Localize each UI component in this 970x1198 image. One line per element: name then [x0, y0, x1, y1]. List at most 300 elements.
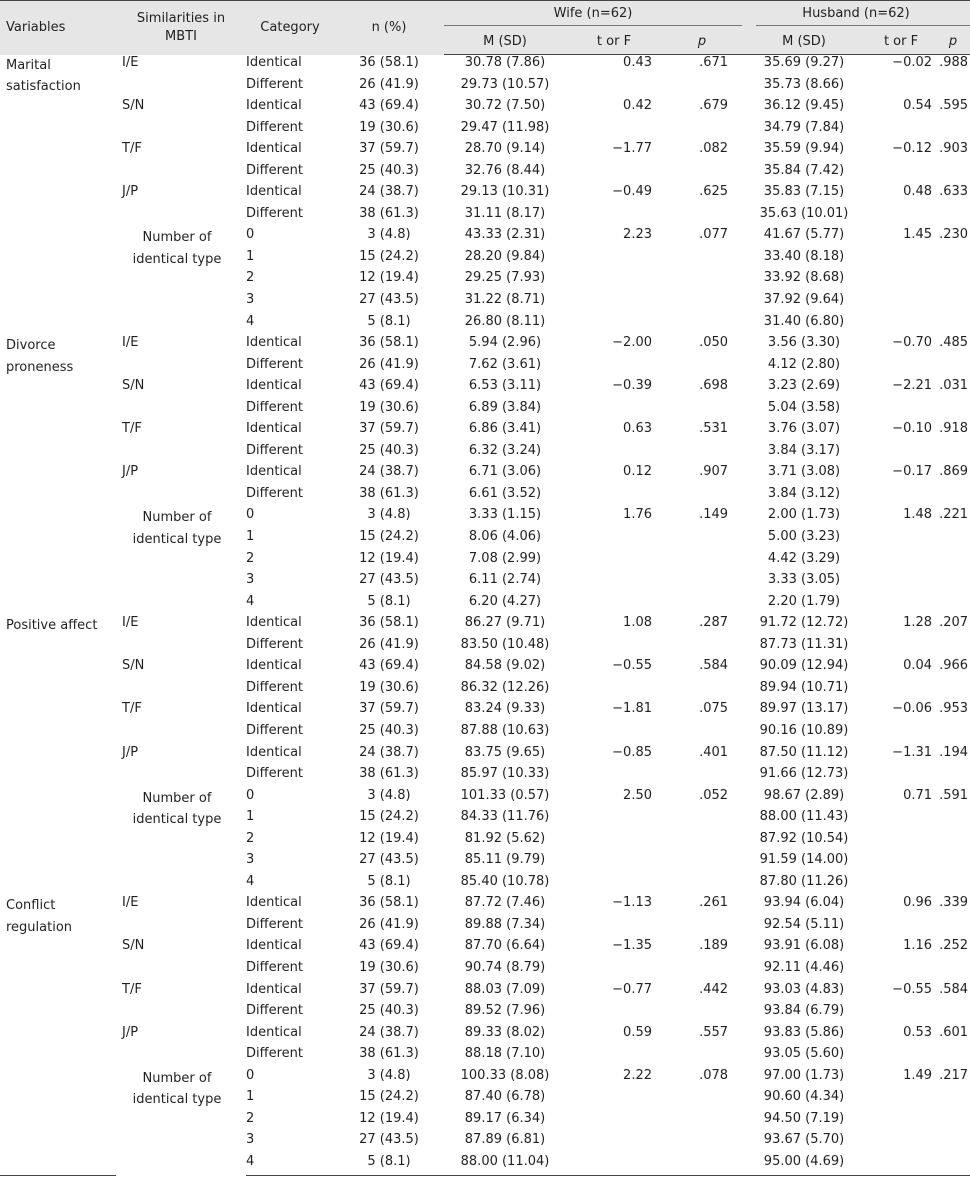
husband-msd-cell: 3.33 (3.05) [767, 572, 841, 588]
n-percent-cell: 5 (8.1) [367, 873, 411, 889]
n-percent-cell: 12 (19.4) [359, 550, 419, 566]
category-cell: Different [246, 679, 303, 695]
header-husband-group [742, 1, 970, 30]
husband-p-cell [936, 809, 970, 831]
wife-p-cell [662, 831, 742, 853]
wife-p-cell [662, 1046, 742, 1068]
n-percent-cell: 5 (8.1) [367, 593, 411, 609]
table-row [0, 1068, 970, 1090]
variable-cell-empty [0, 723, 116, 745]
husband-p-cell: .633 [939, 184, 969, 200]
husband-msd-cell: 35.69 (9.27) [763, 55, 845, 70]
category-cell: Different [246, 722, 303, 738]
header-wife-group [444, 1, 742, 30]
wife-p-cell: .679 [699, 98, 729, 114]
wife-p-cell [662, 314, 742, 336]
wife-p-cell [662, 1132, 742, 1154]
husband-p-cell [936, 77, 970, 99]
husband-tf-cell [866, 486, 936, 508]
wife-tf-cell [566, 1132, 662, 1154]
husband-msd-cell: 89.94 (10.71) [759, 679, 849, 695]
header-husband-tf: t or F [866, 29, 936, 55]
husband-p-cell [936, 1089, 970, 1111]
husband-p-cell: .903 [939, 141, 969, 157]
wife-p-cell [662, 960, 742, 982]
wife-msd-cell: 88.18 (7.10) [464, 1046, 546, 1062]
wife-tf-cell [566, 163, 662, 185]
variable-cell-empty [0, 852, 116, 874]
n-percent-cell: 27 (43.5) [359, 1132, 419, 1148]
wife-tf-cell: 2.50 [623, 787, 652, 803]
wife-msd-cell: 6.61 (3.52) [468, 485, 542, 501]
variable-cell: Positive affect [6, 618, 98, 634]
husband-msd-cell: 87.80 (11.26) [759, 873, 849, 889]
wife-p-cell [662, 357, 742, 379]
husband-tf-cell [866, 529, 936, 551]
category-cell: 0 [246, 507, 255, 523]
wife-tf-cell [566, 314, 662, 336]
variable-cell-empty [0, 378, 116, 400]
husband-tf-cell [866, 551, 936, 573]
wife-p-cell [662, 723, 742, 745]
n-percent-cell: 5 (8.1) [334, 1154, 444, 1176]
table-body [0, 55, 970, 1176]
header-n-percent: n (%) [334, 1, 444, 55]
similarity-cell: Number of identical type [132, 790, 222, 828]
husband-p-cell [936, 572, 970, 594]
table-row [0, 335, 970, 357]
wife-msd-cell: 84.58 (9.02) [464, 658, 546, 674]
husband-msd-cell: 36.12 (9.45) [763, 98, 845, 114]
wife-msd-cell: 32.76 (8.44) [464, 162, 546, 178]
husband-tf-cell: 0.96 [903, 895, 933, 911]
n-percent-cell: 36 (58.1) [359, 895, 419, 911]
husband-p-cell: .595 [939, 98, 969, 114]
husband-p-cell: .485 [939, 335, 969, 351]
wife-p-cell [662, 917, 742, 939]
husband-msd-cell: 93.83 (5.86) [763, 1024, 845, 1040]
wife-msd-cell: 85.97 (10.33) [460, 766, 550, 782]
husband-msd-cell: 3.23 (2.69) [767, 378, 841, 394]
husband-tf-cell [866, 206, 936, 228]
husband-msd-cell: 3.84 (3.12) [767, 485, 841, 501]
wife-msd-cell: 30.78 (7.86) [464, 55, 546, 70]
category-cell: 4 [246, 313, 255, 329]
wife-msd-cell: 29.13 (10.31) [460, 184, 550, 200]
wife-p-cell [662, 443, 742, 465]
wife-p-cell [662, 1154, 742, 1176]
header-wife-tf: t or F [566, 29, 662, 55]
husband-p-cell: .953 [939, 701, 969, 717]
n-percent-cell: 15 (24.2) [359, 1089, 419, 1105]
husband-tf-cell [866, 874, 936, 896]
wife-tf-cell: −0.55 [612, 658, 652, 674]
wife-tf-cell: 0.59 [623, 1024, 652, 1040]
wife-tf-cell [566, 270, 662, 292]
husband-tf-cell: 1.28 [903, 615, 933, 631]
husband-msd-cell: 92.54 (5.11) [763, 916, 845, 932]
husband-tf-cell: 0.04 [903, 658, 933, 674]
wife-msd-cell: 6.32 (3.24) [468, 442, 542, 458]
husband-tf-cell [866, 163, 936, 185]
wife-msd-cell: 6.89 (3.84) [468, 399, 542, 415]
husband-tf-cell [866, 917, 936, 939]
category-cell: Different [246, 162, 303, 178]
husband-p-cell: .217 [939, 1067, 969, 1083]
wife-p-cell: .077 [699, 227, 729, 243]
wife-tf-cell [566, 206, 662, 228]
wife-tf-cell: −0.39 [612, 378, 652, 394]
n-percent-cell: 19 (30.6) [359, 679, 419, 695]
wife-msd-cell: 26.80 (8.11) [464, 313, 546, 329]
category-cell: Different [246, 485, 303, 501]
category-cell: Different [246, 916, 303, 932]
wife-tf-cell [566, 1154, 662, 1176]
husband-tf-cell: 0.71 [903, 787, 933, 803]
n-percent-cell: 5 (8.1) [367, 313, 411, 329]
husband-tf-cell [866, 400, 936, 422]
husband-p-cell: .221 [939, 507, 969, 523]
category-cell: Identical [246, 54, 302, 70]
category-cell: 2 [246, 1110, 255, 1126]
husband-tf-cell [866, 1132, 936, 1154]
similarity-cell: S/N [122, 378, 145, 394]
wife-p-cell: .287 [699, 615, 729, 631]
table-row [0, 378, 970, 400]
wife-tf-cell: −0.49 [612, 184, 652, 200]
wife-msd-cell: 6.71 (3.06) [468, 464, 542, 480]
husband-msd-cell: 35.63 (10.01) [759, 205, 849, 221]
category-cell: 3 [246, 1132, 255, 1148]
husband-tf-cell [866, 831, 936, 853]
husband-msd-cell: 93.84 (6.79) [763, 1003, 845, 1019]
husband-tf-cell: −2.21 [892, 378, 933, 394]
wife-msd-cell: 88.00 (11.04) [444, 1154, 566, 1176]
header-wife: Wife (n=62) [553, 6, 633, 21]
n-percent-cell: 43 (69.4) [359, 938, 419, 954]
wife-p-cell: .189 [699, 938, 729, 954]
variable-cell-empty [0, 1068, 116, 1090]
similarity-cell: I/E [122, 615, 139, 631]
similarity-cell: S/N [122, 938, 145, 954]
wife-msd-cell: 86.32 (12.26) [460, 679, 550, 695]
wife-tf-cell [566, 637, 662, 659]
category-cell: Identical [246, 615, 302, 631]
husband-p-cell: .601 [939, 1024, 969, 1040]
variable-cell-empty [0, 184, 116, 206]
husband-tf-cell [866, 1003, 936, 1025]
table-row [0, 141, 970, 163]
category-cell: Different [246, 205, 303, 221]
wife-tf-cell [566, 551, 662, 573]
wife-tf-cell [566, 917, 662, 939]
wife-tf-cell [566, 831, 662, 853]
similarity-cell: J/P [122, 744, 139, 760]
wife-p-cell: .531 [699, 421, 729, 437]
husband-p-cell [936, 1003, 970, 1025]
wife-p-cell: .671 [699, 55, 729, 70]
n-percent-cell: 3 (4.8) [367, 507, 411, 523]
husband-p-cell [936, 357, 970, 379]
wife-p-cell [662, 1111, 742, 1133]
n-percent-cell: 43 (69.4) [359, 98, 419, 114]
similarity-cell: I/E [122, 895, 139, 911]
husband-tf-cell: 1.16 [903, 938, 933, 954]
husband-tf-cell [866, 314, 936, 336]
wife-msd-cell: 87.89 (6.81) [464, 1132, 546, 1148]
husband-tf-cell [866, 766, 936, 788]
husband-msd-cell: 2.00 (1.73) [767, 507, 841, 523]
husband-tf-cell [866, 680, 936, 702]
husband-tf-cell [866, 572, 936, 594]
n-percent-cell: 37 (59.7) [359, 701, 419, 717]
husband-tf-cell [866, 292, 936, 314]
wife-msd-cell: 86.27 (9.71) [464, 615, 546, 631]
variable-cell-empty [0, 1154, 116, 1176]
husband-tf-cell [866, 120, 936, 142]
variable-cell-empty [0, 809, 116, 831]
wife-tf-cell [566, 766, 662, 788]
husband-msd-cell: 89.97 (13.17) [759, 701, 849, 717]
husband-msd-cell: 3.84 (3.17) [767, 442, 841, 458]
n-percent-cell: 12 (19.4) [359, 830, 419, 846]
wife-p-cell: .052 [699, 787, 729, 803]
wife-msd-cell: 100.33 (8.08) [460, 1067, 550, 1083]
similarity-cell: J/P [122, 184, 139, 200]
husband-tf-cell: −1.31 [892, 744, 933, 760]
husband-tf-cell [866, 443, 936, 465]
variable-cell-empty [0, 486, 116, 508]
variable-cell-empty [0, 507, 116, 529]
husband-p-cell: .591 [939, 787, 969, 803]
wife-tf-cell [566, 680, 662, 702]
husband-p-cell [936, 831, 970, 853]
variable-cell-empty [0, 270, 116, 292]
category-cell: Different [246, 636, 303, 652]
husband-p-cell [936, 680, 970, 702]
variable-cell-empty [0, 1132, 116, 1154]
husband-p-cell [936, 529, 970, 551]
husband-p-cell: .207 [939, 615, 969, 631]
wife-msd-cell: 83.75 (9.65) [464, 744, 546, 760]
husband-p-cell [936, 852, 970, 874]
husband-tf-cell: 0.53 [903, 1024, 933, 1040]
variable-cell-empty [0, 227, 116, 249]
table-row [0, 507, 970, 529]
husband-p-cell [936, 874, 970, 896]
table-row [0, 421, 970, 443]
similarity-cell: T/F [122, 981, 142, 997]
similarity-cell: T/F [122, 701, 142, 717]
variable-cell-empty [0, 658, 116, 680]
table-row [0, 184, 970, 206]
category-cell: Different [246, 356, 303, 372]
n-percent-cell: 25 (40.3) [359, 722, 419, 738]
variable-cell-empty [0, 206, 116, 228]
n-percent-cell: 43 (69.4) [359, 378, 419, 394]
husband-tf-cell: 1.45 [903, 227, 933, 243]
wife-p-cell [662, 292, 742, 314]
wife-p-cell: .075 [699, 701, 729, 717]
wife-p-cell [662, 1003, 742, 1025]
wife-p-cell: .698 [699, 378, 729, 394]
wife-msd-cell: 43.33 (2.31) [464, 227, 546, 243]
wife-tf-cell [566, 249, 662, 271]
husband-tf-cell [866, 1154, 936, 1176]
husband-tf-cell [866, 960, 936, 982]
n-percent-cell: 25 (40.3) [359, 442, 419, 458]
category-cell: Identical [246, 981, 302, 997]
category-cell: Identical [246, 335, 302, 351]
similarity-cell: T/F [122, 141, 142, 157]
wife-msd-cell: 3.33 (1.15) [468, 507, 542, 523]
wife-p-cell [662, 852, 742, 874]
header-wife-msd: M (SD) [444, 29, 566, 55]
table-header [0, 1, 970, 55]
wife-tf-cell [566, 292, 662, 314]
husband-msd-cell: 35.59 (9.94) [763, 141, 845, 157]
husband-msd-cell: 93.03 (4.83) [763, 981, 845, 997]
wife-tf-cell [566, 357, 662, 379]
variable-cell-empty [0, 788, 116, 810]
wife-p-cell: .442 [699, 981, 729, 997]
wife-msd-cell: 29.47 (11.98) [460, 119, 550, 135]
variable-cell: Conflict regulation [6, 898, 73, 935]
wife-p-cell [662, 270, 742, 292]
wife-tf-cell: −1.13 [612, 895, 652, 911]
header-husband-msd: M (SD) [742, 29, 866, 55]
husband-msd-cell: 3.71 (3.08) [767, 464, 841, 480]
wife-msd-cell: 85.40 (10.78) [460, 873, 550, 889]
husband-tf-cell: −0.70 [892, 335, 933, 351]
wife-msd-cell: 81.92 (5.62) [464, 830, 546, 846]
husband-p-cell [936, 163, 970, 185]
husband-msd-cell: 93.91 (6.08) [763, 938, 845, 954]
table-row [0, 464, 970, 486]
category-cell: 0 [246, 227, 255, 243]
wife-tf-cell: 0.43 [623, 55, 652, 70]
wife-p-cell: .907 [699, 464, 729, 480]
wife-tf-cell [566, 874, 662, 896]
table-row [0, 615, 970, 637]
husband-msd-cell: 87.50 (11.12) [759, 744, 849, 760]
wife-tf-cell: −1.77 [612, 141, 652, 157]
category-cell: Identical [246, 141, 302, 157]
category-cell: Identical [246, 421, 302, 437]
variable-cell-empty [0, 1111, 116, 1133]
husband-msd-cell: 34.79 (7.84) [763, 119, 845, 135]
similarity-cell: Number of identical type [132, 510, 222, 548]
wife-p-cell [662, 77, 742, 99]
wife-tf-cell [566, 723, 662, 745]
n-percent-cell: 27 (43.5) [359, 852, 419, 868]
wife-msd-cell: 84.33 (11.76) [460, 809, 550, 825]
similarity-cell: Number of identical type [132, 230, 222, 267]
wife-p-cell [662, 680, 742, 702]
husband-p-cell [936, 400, 970, 422]
n-percent-cell: 37 (59.7) [359, 981, 419, 997]
wife-tf-cell: 0.12 [623, 464, 652, 480]
n-percent-cell: 27 (43.5) [359, 292, 419, 308]
husband-tf-cell: −0.12 [892, 141, 933, 157]
husband-msd-cell: 5.00 (3.23) [767, 529, 841, 545]
husband-p-cell [936, 594, 970, 616]
wife-msd-cell: 31.22 (8.71) [464, 292, 546, 308]
category-cell: 3 [246, 292, 255, 308]
n-percent-cell: 38 (61.3) [359, 205, 419, 221]
wife-msd-cell: 6.20 (4.27) [468, 593, 542, 609]
wife-p-cell [662, 874, 742, 896]
variable-cell-empty [0, 938, 116, 960]
husband-tf-cell: −0.17 [892, 464, 933, 480]
husband-tf-cell: −0.10 [892, 421, 933, 437]
wife-msd-cell: 7.62 (3.61) [468, 356, 542, 372]
husband-msd-cell: 87.73 (11.31) [759, 636, 849, 652]
wife-tf-cell [566, 486, 662, 508]
n-percent-cell: 3 (4.8) [367, 227, 411, 243]
wife-msd-cell: 6.86 (3.41) [468, 421, 542, 437]
wife-msd-cell: 6.53 (3.11) [468, 378, 542, 394]
wife-p-cell: .557 [699, 1024, 729, 1040]
husband-p-cell [936, 1046, 970, 1068]
husband-tf-cell [866, 77, 936, 99]
n-percent-cell: 36 (58.1) [359, 615, 419, 631]
husband-p-cell: .966 [939, 658, 969, 674]
husband-msd-cell: 31.40 (6.80) [763, 313, 845, 329]
husband-msd-cell: 5.04 (3.58) [767, 399, 841, 415]
husband-tf-cell [866, 1089, 936, 1111]
husband-p-cell: .918 [939, 421, 969, 437]
husband-p-cell [936, 637, 970, 659]
category-cell: Different [246, 1046, 303, 1062]
wife-msd-cell: 5.94 (2.96) [468, 335, 542, 351]
category-cell: Different [246, 76, 303, 92]
category-cell: Different [246, 766, 303, 782]
husband-p-cell: .230 [939, 227, 969, 243]
husband-p-cell [936, 766, 970, 788]
table-row [0, 658, 970, 680]
n-percent-cell: 38 (61.3) [359, 485, 419, 501]
category-cell: Identical [246, 184, 302, 200]
n-percent-cell: 19 (30.6) [359, 959, 419, 975]
husband-msd-cell: 91.66 (12.73) [759, 766, 849, 782]
husband-tf-cell: 1.49 [903, 1067, 933, 1083]
husband-msd-cell: 92.11 (4.46) [763, 959, 845, 975]
wife-p-cell [662, 120, 742, 142]
header-category: Category [246, 1, 334, 55]
n-percent-cell: 24 (38.7) [359, 744, 419, 760]
wife-tf-cell: −1.35 [612, 938, 652, 954]
wife-msd-cell: 101.33 (0.57) [460, 787, 550, 803]
variable-cell-empty [0, 960, 116, 982]
husband-msd-cell: 90.16 (10.89) [759, 722, 849, 738]
wife-tf-cell [566, 443, 662, 465]
table-row [0, 55, 970, 77]
husband-msd-cell: 98.67 (2.89) [763, 787, 845, 803]
husband-msd-cell: 33.92 (8.68) [763, 270, 845, 286]
husband-p-cell [936, 249, 970, 271]
wife-tf-cell [566, 1089, 662, 1111]
husband-p-cell [936, 960, 970, 982]
husband-msd-cell: 41.67 (5.77) [763, 227, 845, 243]
n-percent-cell: 37 (59.7) [359, 421, 419, 437]
category-cell: 1 [246, 248, 255, 264]
category-cell: Identical [246, 1024, 302, 1040]
variable-cell-empty [0, 443, 116, 465]
husband-msd-cell: 4.12 (2.80) [767, 356, 841, 372]
husband-msd-cell: 35.84 (7.42) [763, 162, 845, 178]
category-cell: Identical [246, 744, 302, 760]
